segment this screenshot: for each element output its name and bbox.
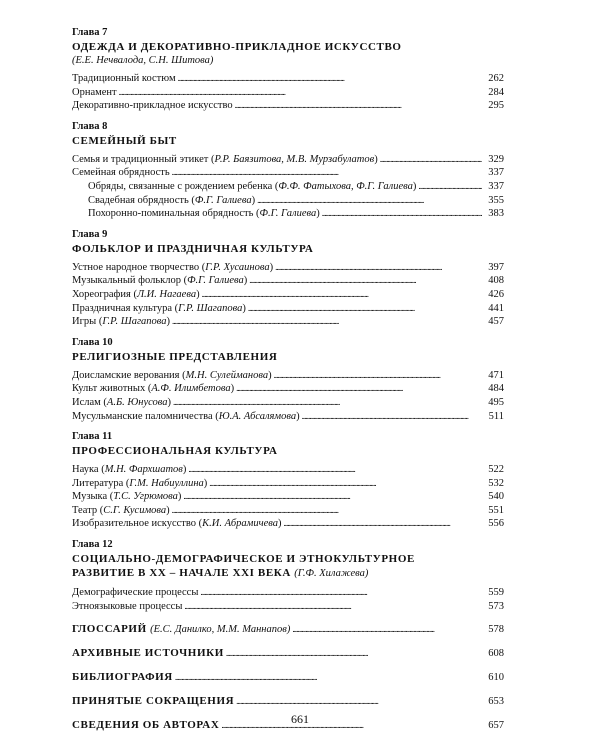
entry-title: Игры (Г.Р. Шагапова) [72,316,171,328]
leader-dots [202,288,482,302]
toc-entry[interactable] [72,261,504,275]
leader-dots [178,72,482,86]
entry-page: 540 [488,491,504,503]
entry-title: Театр (С.Г. Кусимова) [72,504,170,516]
chapter-number: Глава 10 [72,336,113,348]
leader-dots [236,694,482,708]
chapter-10 [72,336,504,423]
entry-page: 495 [488,396,504,408]
entry-page: 441 [488,302,504,314]
entry-title: Музыкальный фольклор (Ф.Г. Галиева) [72,275,248,287]
entry-title: Обряды, связанные с рождением ребенка (Ф.Ф. Фатыхова, Ф.Г. Галиева) [88,180,417,192]
leader-dots [249,274,482,288]
entry-page: 355 [488,194,504,206]
toc-entry[interactable] [72,410,504,424]
leader-dots [173,396,482,410]
entry-title: Свадебная обрядность (Ф.Г. Галиева) [88,194,256,206]
entry-title: ПРИНЯТЫЕ СОКРАЩЕНИЯ [72,695,235,708]
chapter-title: ФОЛЬКЛОР И ПРАЗДНИЧНАЯ КУЛЬТУРА [72,242,314,255]
chapter-title-line-1: СОЦИАЛЬНО-ДЕМОГРАФИЧЕСКОЕ И ЭТНОКУЛЬТУРНОЕ [72,553,415,566]
chapter-11 [72,430,504,531]
toc-bibliography[interactable] [72,670,504,685]
toc-entry[interactable] [72,86,504,100]
chapter-number: Глава 9 [72,228,108,240]
entry-page: 578 [488,624,504,636]
toc-entry[interactable] [72,477,504,491]
leader-dots [200,586,482,600]
leader-dots [175,670,482,684]
leader-dots [283,517,482,531]
chapter-title: ПРОФЕССИОНАЛЬНАЯ КУЛЬТУРА [72,445,278,458]
entry-title: СВЕДЕНИЯ ОБ АВТОРАХ [72,719,220,732]
leader-dots [292,622,482,636]
entry-page: 329 [488,153,504,165]
leader-dots [209,477,482,491]
chapter-12 [72,538,504,613]
entry-page: 284 [488,86,504,98]
entry-title: Орнамент [72,86,117,98]
leader-dots [172,166,482,180]
entry-page: 383 [488,208,504,220]
toc-entry[interactable] [72,72,504,86]
entry-title: Семья и традиционный этикет (Р.Р. Баязитова, М.В. Мурзабулатов) [72,153,378,165]
entry-title: Традиционный костюм [72,73,176,84]
toc-entry[interactable] [72,315,504,329]
entry-title: Демографические процессы [72,587,199,599]
chapter-title: РЕЛИГИОЗНЫЕ ПРЕДСТАВЛЕНИЯ [72,350,278,363]
entry-page: 556 [488,518,504,530]
toc-entry[interactable] [72,600,504,614]
entry-page: 657 [488,720,504,732]
toc-entry[interactable] [72,274,504,288]
entry-title: Ислам (А.Б. Юнусова) [72,396,171,408]
entry-page: 426 [488,288,504,300]
entry-title: Хореография (Л.И. Нагаева) [72,288,200,300]
toc-entry[interactable] [72,490,504,504]
leader-dots [235,99,482,113]
entry-page: 262 [488,73,504,84]
entry-title: Изобразительное искусство (К.И. Абрамичева) [72,518,282,530]
entry-page: 532 [488,477,504,489]
entry-title: БИБЛИОГРАФИЯ [72,671,173,684]
leader-dots [183,490,482,504]
leader-dots [274,369,482,383]
leader-dots [322,207,482,221]
toc-subentry[interactable] [72,207,504,221]
entry-title: Похоронно-поминальная обрядность (Ф.Г. Галиева) [88,208,320,220]
chapter-number: Глава 7 [72,27,108,38]
entry-page: 511 [488,410,504,422]
chapter-9 [72,228,504,329]
toc-archival-sources[interactable] [72,646,504,661]
leader-dots [302,410,482,424]
entry-page: 457 [488,316,504,328]
toc-entry[interactable] [72,99,504,113]
leader-dots [380,153,482,167]
entry-title: Мусульманские паломничества (Ю.А. Абсалямова) [72,410,300,422]
leader-dots [172,315,482,329]
toc-glossary[interactable] [72,622,504,637]
leader-dots [236,382,482,396]
chapter-7 [72,26,504,113]
chapter-number: Глава 11 [72,431,113,443]
entry-title: ГЛОССАРИЙ (Е.С. Данилко, М.М. Маннапов) [72,623,291,636]
leader-dots [226,646,482,660]
leader-dots [248,302,482,316]
toc-entry[interactable] [72,504,504,518]
entry-title: Праздничная культура (Г.Р. Шагапова) [72,302,246,314]
chapter-title-line-2: РАЗВИТИЕ В XX – НАЧАЛЕ XXI ВЕКА (Г.Ф. Хилажева) [72,567,369,580]
toc-entry[interactable] [72,396,504,410]
toc-entry[interactable] [72,153,504,167]
chapter-authors: (Е.Е. Нечвалода, С.Н. Шитова) [72,55,214,66]
entry-page: 573 [488,600,504,612]
entry-page: 397 [488,261,504,273]
entry-authors: (Е.С. Данилко, М.М. Маннапов) [150,624,291,636]
entry-title: Наука (М.Н. Фархшатов) [72,464,187,476]
chapter-8 [72,120,504,221]
entry-title: Культ животных (А.Ф. Илимбетова) [72,383,235,395]
toc-entry[interactable] [72,586,504,600]
leader-dots [418,180,482,194]
chapter-title: СЕМЕЙНЫЙ БЫТ [72,134,177,147]
entry-page: 337 [488,180,504,192]
entry-title: Доисламские верования (М.Н. Сулейманова) [72,369,272,381]
entry-title: Литература (Г.М. Набиуллина) [72,477,208,489]
entry-title: Устное народное творчество (Г.Р. Хусаинова) [72,261,274,273]
chapter-number: Глава 8 [72,120,108,132]
entry-title: АРХИВНЫЕ ИСТОЧНИКИ [72,647,224,660]
entry-title: Музыка (Т.С. Угрюмова) [72,491,182,503]
entry-page: 608 [488,648,504,660]
entry-page: 337 [488,167,504,179]
chapter-number: Глава 12 [72,539,113,551]
leader-dots [257,194,482,208]
entry-page: 653 [488,696,504,708]
entry-page: 295 [488,100,504,112]
toc-subentry[interactable] [72,180,504,194]
entry-page: 484 [488,383,504,395]
entry-title: Декоративно-прикладное искусство [72,100,233,112]
leader-dots [119,86,482,100]
toc-entry[interactable] [72,288,504,302]
page-number: 661 [291,712,309,726]
entry-page: 522 [488,464,504,476]
entry-page: 551 [488,504,504,516]
toc-entry[interactable] [72,463,504,477]
entry-page: 559 [488,587,504,599]
toc-abbreviations[interactable] [72,694,504,709]
entry-page: 471 [488,369,504,381]
leader-dots [275,261,482,275]
chapter-title: ОДЕЖДА И ДЕКОРАТИВНО-ПРИКЛАДНОЕ ИСКУССТВО [72,41,402,53]
entry-page: 610 [488,672,504,684]
toc-entry[interactable] [72,302,504,316]
leader-dots [184,600,482,614]
toc-entry[interactable] [72,517,504,531]
toc-subentry[interactable] [72,194,504,208]
leader-dots [188,463,482,477]
toc-entry[interactable] [72,166,504,180]
entry-page: 408 [488,275,504,287]
entry-title: Семейная обрядность [72,167,170,179]
toc-entry[interactable] [72,369,504,383]
toc-entry[interactable] [72,382,504,396]
leader-dots [172,504,482,518]
chapter-authors: (Г.Ф. Хилажева) [294,568,369,580]
entry-title: Этноязыковые процессы [72,600,183,612]
table-of-contents [72,26,504,733]
